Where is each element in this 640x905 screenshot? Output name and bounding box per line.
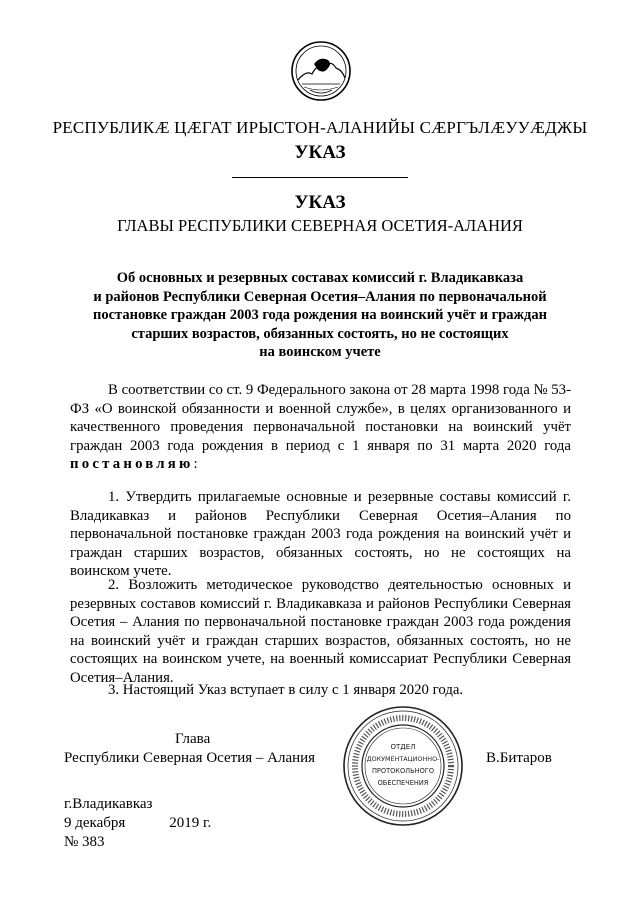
- republic-title-ossetian: РЕСПУБЛИКӔ ЦӔГАТ ИРЫСТОН-АЛАНИЙЫ СӔРГЪЛӔУУӔДЖЫ: [52, 118, 588, 137]
- decree-title-ossetian: УКАЗ: [294, 142, 346, 163]
- decree-item-2: 2. Возложить методическое руководство деятельностью основных и резервных составов комиссий г. Владикавказа и районов Республики Северная Осетия – Алания по первоначальной постановке граждан 2003 года рождения на воинский учёт и граждан старших возрастов, обязанных состоять, но не состоящих на воинском учете, на военный комиссариат Республики Северная Осетия–Алания.: [70, 577, 571, 686]
- seal-line: ДОКУМЕНТАЦИОННО-: [366, 755, 440, 763]
- official-seal-icon: [342, 705, 464, 827]
- preamble-paragraph: [70, 381, 571, 474]
- header-divider: [232, 177, 408, 178]
- preamble-text: В соответствии со ст. 9 Федерального закона от 28 марта 1998 года № 53-ФЗ «О воинской обязанности и военной службе», в целях организованного и качественного проведения первоначальной постановки на воинский учёт граждан 2003 года рождения в период с 1 января по 31 марта 2020 года: [70, 382, 572, 454]
- decree-item-3: 3. Настоящий Указ вступает в силу с 1 января 2020 года.: [108, 682, 464, 698]
- decree-word: постановляю: [70, 456, 194, 473]
- decree-title-russian: УКАЗ: [294, 192, 346, 213]
- subject-line: Об основных и резервных составах комиссий г. Владикавказа: [116, 270, 524, 286]
- issue-date: [64, 814, 211, 833]
- decree-item-1: 1. Утвердить прилагаемые основные и резервные составы комиссий г. Владикавказ и районов Республики Северная Осетия–Алания по первоначальной постановке граждан 2003 года рождения на воинский учёт и граждан старших возрастов, обязанных состоять, но не состоящих на воинском учете.: [70, 489, 571, 580]
- signatory-name: В.Битаров: [486, 750, 552, 766]
- state-emblem-icon: [290, 40, 352, 102]
- subject-line: на воинском учете: [259, 344, 381, 360]
- signatory-title: Глава: [175, 731, 211, 747]
- signatory-organization: Республики Северная Осетия – Алания: [64, 750, 316, 766]
- decree-number: № 383: [64, 834, 105, 850]
- subject-line: и районов Республики Северная Осетия–Алания по первоначальной: [93, 288, 547, 305]
- issue-city: г.Владикавказ: [64, 796, 153, 812]
- issue-date-year: 2019 г.: [169, 815, 212, 831]
- decree-punct: :: [193, 456, 198, 473]
- decree-footer: [64, 795, 211, 852]
- subject-line: постановке граждан 2003 года рождения на воинский учёт и граждан: [93, 307, 547, 323]
- issue-date-day-month: 9 декабря: [64, 815, 126, 831]
- issuing-authority: ГЛАВЫ РЕСПУБЛИКИ СЕВЕРНАЯ ОСЕТИЯ-АЛАНИЯ: [117, 216, 523, 235]
- decree-subject: [70, 269, 570, 362]
- seal-line: ПРОТОКОЛЬНОГО: [371, 767, 435, 775]
- seal-line: ОБЕСПЕЧЕНИЯ: [377, 779, 429, 787]
- seal-line: ОТДЕЛ: [390, 743, 416, 751]
- subject-line: старших возрастов, обязанных состоять, но не состоящих: [131, 325, 509, 342]
